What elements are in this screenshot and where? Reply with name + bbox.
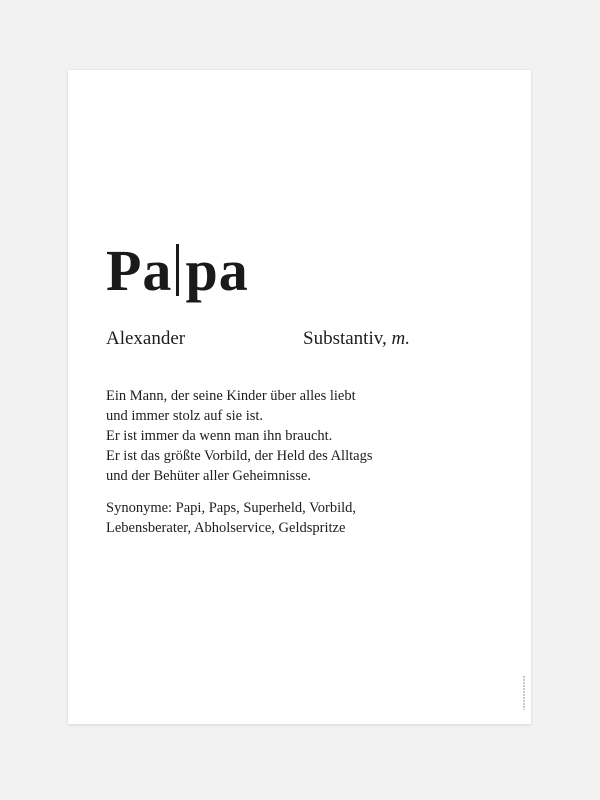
headword-syllable-1: Pa bbox=[106, 238, 173, 303]
definition-line: Er ist immer da wenn man ihn braucht. bbox=[106, 428, 333, 444]
headword-syllable-2: pa bbox=[185, 238, 249, 303]
definition-text bbox=[106, 386, 506, 486]
synonyms-text bbox=[106, 498, 506, 538]
vertical-credit-mark bbox=[523, 676, 525, 710]
definition-line: und immer stolz auf sie ist. bbox=[106, 408, 264, 424]
definition-line: Er ist das größte Vorbild, der Held des Alltags bbox=[106, 448, 373, 464]
definition-line: und der Behüter aller Geheimnisse. bbox=[106, 468, 311, 484]
definition-line: Ein Mann, der seine Kinder über alles liebt bbox=[106, 388, 356, 404]
grammatical-gender: m. bbox=[391, 328, 410, 349]
headword bbox=[106, 238, 249, 303]
synonyms-line: Synonyme: Papi, Paps, Superheld, Vorbild, bbox=[106, 500, 356, 516]
syllable-separator bbox=[176, 244, 179, 296]
person-name: Alexander bbox=[106, 328, 186, 349]
part-of-speech bbox=[303, 328, 410, 351]
poster-sheet bbox=[68, 70, 531, 724]
synonyms-line: Lebensberater, Abholservice, Geldspritze bbox=[106, 520, 346, 536]
word-class: Substantiv, bbox=[303, 328, 387, 349]
